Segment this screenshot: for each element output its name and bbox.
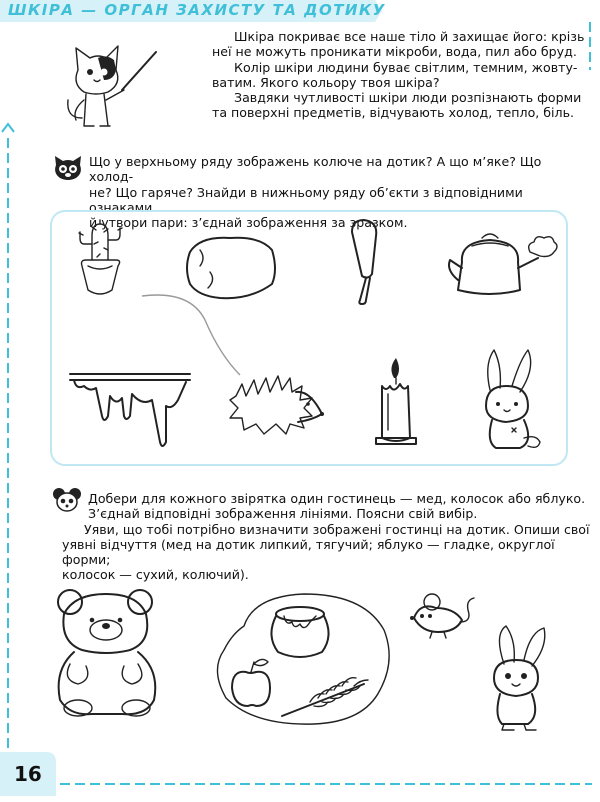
intro-line: та поверхні предметів, відчувають холод, тепло, біль. <box>212 105 575 121</box>
task2-line: Добери для кожного звірятка один гостинець — мед, колосок або яблуко. <box>88 491 586 506</box>
intro-line: неї не можуть проникати мікроби, вода, пил або бруд. <box>212 44 577 60</box>
page-number: 16 <box>14 762 42 786</box>
intro-line: ватим. Якого кольору твоя шкіра? <box>212 74 440 90</box>
apple-picture <box>232 659 270 706</box>
cat-face-icon <box>52 155 84 183</box>
intro-line: Колір шкіри людини буває світлим, темним, жовту- <box>234 59 578 75</box>
pillow-picture <box>187 238 275 298</box>
cactus-picture <box>79 220 122 294</box>
page-title: ШКІРА — ОРГАН ЗАХИСТУ ТА ДОТИКУ <box>8 1 386 19</box>
wheat-ear-picture <box>282 678 368 716</box>
mouse-picture <box>402 592 478 642</box>
task2-line: З’єднай відповідні зображення лініями. Поясни свій вибір. <box>88 506 478 522</box>
intro-paragraph <box>212 29 592 121</box>
teapot-picture <box>449 234 557 294</box>
header-bar <box>0 0 600 22</box>
task1-line: Що у верхньому ряду зображень колюче на дотик? А що м’яке? Що холод- <box>89 154 542 185</box>
treats-area <box>214 590 394 730</box>
task1-line: не? Що гаряче? Знайди в нижньому ряду об’єкти з відповідними ознаками <box>89 184 523 215</box>
cat-teacher-illustration <box>64 40 164 132</box>
sample-connection-line <box>142 295 240 375</box>
hedgehog-picture <box>230 376 324 434</box>
task2-line: колосок — сухий, колючий). <box>62 567 249 583</box>
bunny-picture-bottom <box>484 624 564 734</box>
task2-line: Уяви, що тобі потрібно визначити зображені гостинці на дотик. Опиши свої <box>84 521 590 537</box>
candle-picture <box>376 358 416 444</box>
matching-pictures-box <box>50 210 568 466</box>
task2-instructions <box>62 491 592 583</box>
icicles-picture <box>70 374 190 446</box>
intro-line: Шкіра покриває все наше тіло й захищає його: крізь <box>234 29 585 44</box>
task1-line: й утвори пари: з’єднай зображення за зразком. <box>89 215 408 231</box>
intro-line: Завдяки чутливості шкіри люди розпізнають форми <box>234 90 582 106</box>
task2-line: уявні відчуття (мед на дотик липкий, тягучий; яблуко — гладке, округлої форми; <box>62 536 555 568</box>
honey-pot-picture <box>271 607 328 657</box>
ice-cream-picture <box>352 220 376 304</box>
bunny-picture-top <box>486 350 540 448</box>
bear-picture <box>52 584 162 724</box>
